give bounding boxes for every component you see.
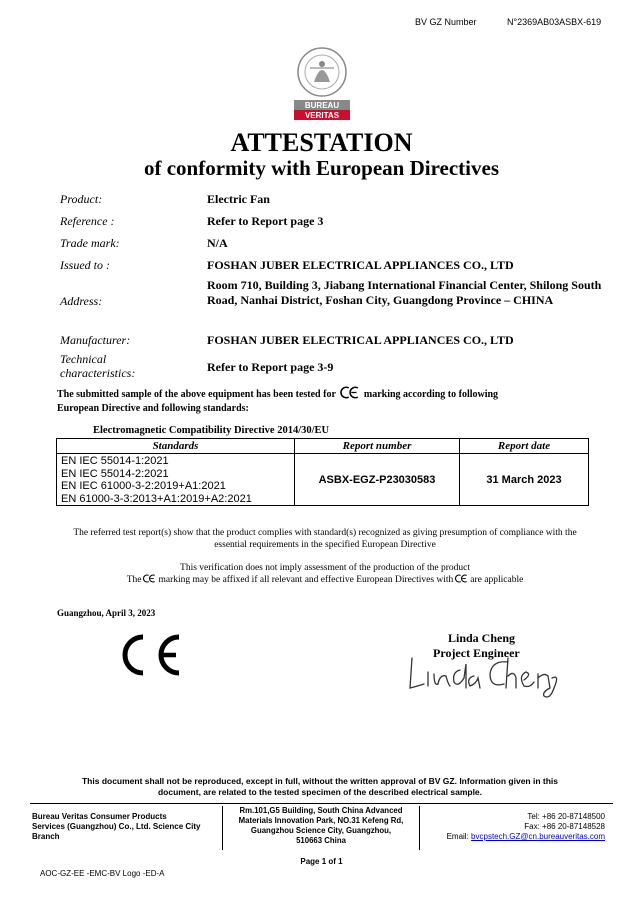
standard-item: EN IEC 55014-2:2021: [61, 467, 169, 480]
place-date: Guangzhou, April 3, 2023: [57, 608, 156, 618]
note-affix: marking may be affixed if all relevant and effective European Directives with: [158, 575, 454, 585]
directive-title: Electromagnetic Compatibility Directive 2014/30/EU: [93, 425, 330, 436]
logo-word-bureau: BUREAU: [304, 101, 340, 110]
header-standards: Standards: [57, 439, 295, 454]
signatory-title: Project Engineer: [433, 646, 520, 660]
disclaimer: [60, 776, 580, 798]
value-address: Room 710, Building 3, Jiabang International Financial Center, Shilong South Road, Nanhai District, Foshan City, Guangdong Province – CHINA: [207, 278, 602, 307]
value-reference: Refer to Report page 3: [207, 214, 324, 228]
value-technical: Refer to Report page 3-9: [207, 360, 334, 374]
footer-divider: [30, 803, 613, 804]
value-manufacturer: FOSHAN JUBER ELECTRICAL APPLIANCES CO., LTD: [207, 333, 514, 347]
footer-address-line: Rm.101,G5 Building, South China Advanced: [239, 806, 403, 815]
note-applicable: are applicable: [470, 575, 524, 585]
verification-note: [60, 562, 590, 586]
ce-mark-small-icon: [143, 574, 156, 583]
value-trade-mark: N/A: [207, 236, 228, 250]
table-header-row: [57, 439, 589, 454]
note-the: The: [126, 575, 142, 585]
compliance-note-line1: The referred test report(s) show that the product complies with standard(s) recognized as giving presumption of compliance with the: [73, 528, 577, 538]
footer-company-line: Bureau Veritas Consumer Products: [32, 812, 167, 821]
compliance-note-line2: essential requirements in the specified European Directive: [214, 540, 436, 550]
footer-company-line: Services (Guangzhou) Co., Ltd. Science City: [32, 822, 201, 831]
verification-note-line1: This verification does not imply assessment of the production of the product: [180, 563, 470, 573]
intro-statement: [57, 386, 617, 416]
compliance-note: [60, 527, 590, 551]
value-issued-to: FOSHAN JUBER ELECTRICAL APPLIANCES CO., LTD: [207, 258, 514, 272]
standard-item: EN IEC 55014-1:2021: [61, 455, 169, 467]
label-technical-line2: characteristics:: [60, 366, 136, 380]
label-reference: Reference :: [60, 214, 115, 228]
standard-item: EN 61000-3-3:2013+A1:2019+A2:2021: [61, 492, 252, 505]
label-product: Product:: [60, 192, 103, 206]
handwritten-signature: [404, 648, 564, 703]
label-trade-mark: Trade mark:: [60, 236, 120, 250]
footer-address-line: Guangzhou Science City, Guangzhou,: [250, 826, 392, 835]
label-manufacturer: Manufacturer:: [60, 333, 131, 347]
value-product: Electric Fan: [207, 192, 270, 206]
footer-tel: Tel: +86 20-87148500: [527, 812, 605, 821]
document-code: AOC-GZ-EE -EMC-BV Logo -ED-A: [40, 869, 165, 878]
footer-fax: Fax: +86 20-87148528: [524, 822, 605, 831]
label-address: Address:: [60, 294, 103, 308]
disclaimer-line2: document, are related to the tested specimen of the described electrical sample.: [157, 787, 483, 797]
footer-address-line: Materials Innovation Park, NO.31 Kefeng Rd,: [238, 816, 404, 825]
ce-mark-large-icon: [112, 632, 182, 678]
bv-number-label: BV GZ Number: [415, 17, 477, 27]
footer-address: [222, 806, 420, 850]
standards-cell: [57, 454, 295, 506]
ce-mark-small-icon: [455, 574, 468, 583]
footer-email-label: Email:: [446, 832, 469, 841]
verification-note-line2: [60, 574, 590, 586]
intro-before: The submitted sample of the above equipment has been tested for: [57, 389, 336, 400]
footer-email-link[interactable]: bvcpstech.GZ@cn.bureauveritas.com: [471, 832, 605, 841]
title-subtitle: of conformity with European Directives: [143, 156, 499, 180]
label-technical-line1: Technical: [60, 352, 107, 366]
header-report-date: Report date: [460, 439, 589, 454]
footer-company: [32, 812, 222, 842]
ce-mark-icon: [339, 386, 361, 399]
signatory-name: Linda Cheng: [448, 631, 516, 645]
disclaimer-line1: This document shall not be reproduced, except in full, without the written approval of BV GZ. Information given in this: [81, 776, 559, 786]
footer-address-line: 510663 China: [296, 836, 346, 845]
report-number-cell: ASBX-EGZ-P23030583: [295, 454, 460, 506]
footer-company-line: Branch: [32, 832, 60, 841]
footer-contact: [430, 812, 605, 842]
title-attestation: ATTESTATION: [230, 128, 413, 157]
standard-item: EN IEC 61000-3-2:2019+A1:2021: [61, 480, 226, 492]
label-technical: [60, 352, 135, 380]
intro-after: marking according to following: [363, 389, 499, 400]
standards-table: [56, 438, 589, 506]
label-issued-to: Issued to :: [60, 258, 110, 272]
footer-email: [430, 832, 605, 842]
header-report-number: Report number: [295, 439, 460, 454]
bv-number-value: N°2369AB03ASBX-619: [507, 17, 602, 27]
page-number: Page 1 of 1: [300, 857, 343, 866]
logo-word-veritas: VERITAS: [304, 111, 340, 120]
table-row: [57, 454, 589, 506]
intro-line2: European Directive and following standards:: [57, 403, 249, 414]
bureau-veritas-logo: [294, 46, 350, 122]
report-date-cell: 31 March 2023: [460, 454, 589, 506]
